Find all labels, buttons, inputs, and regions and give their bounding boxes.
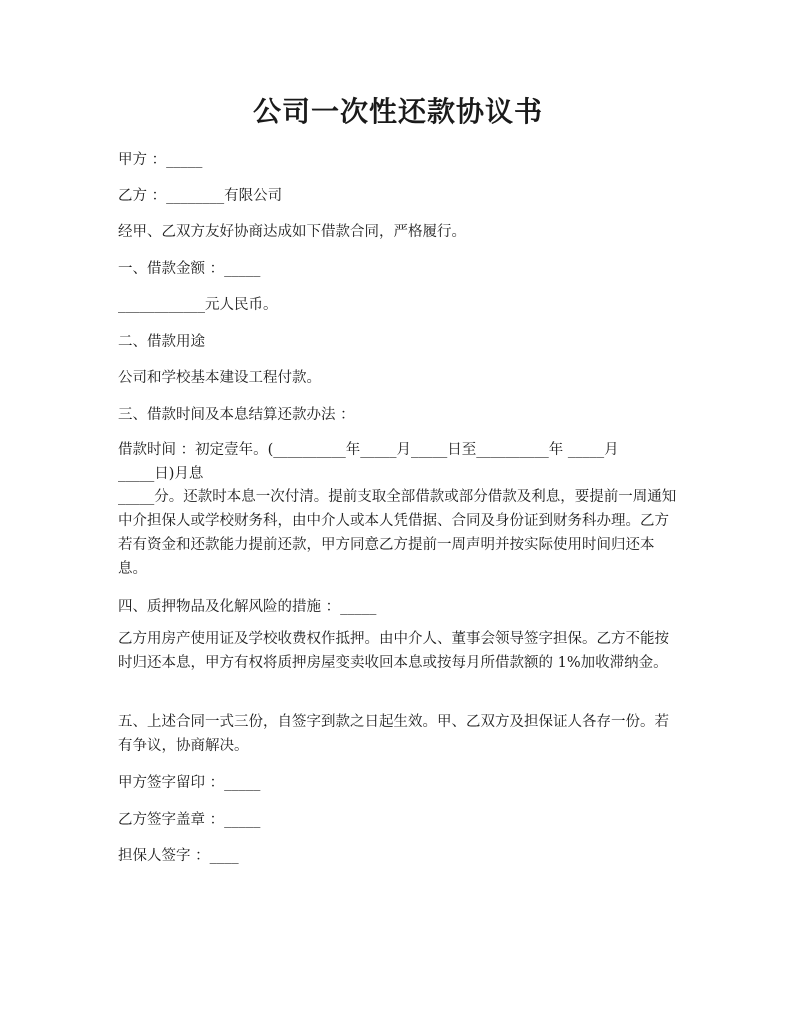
section-1-amount: ____________元人民币。 — [118, 297, 278, 313]
signature-party-a: 甲方签字留印 ：_____ — [118, 775, 261, 791]
intro-paragraph: 经甲、乙双方友好协商达成如下借款合同，严格履行。 — [118, 224, 466, 240]
section-2-heading: 二、借款用途 — [118, 334, 205, 350]
section-3-heading: 三、借款时间及本息结算还款办法 ： — [118, 407, 355, 423]
party-b-line: 乙方 ：________有限公司 — [118, 188, 283, 204]
section-5-content: 五、上述合同一式三份，自签字到款之日起生效。甲、乙双方及担保证人各存一份。若有争议，协商解决。 — [118, 714, 669, 754]
section-3-time-line-1: 借款时间 ：初定壹年。(__________年_____月_____日至__________年 _____月 — [118, 442, 619, 458]
party-a-line: 甲方 ：_____ — [118, 152, 203, 168]
signature-party-b: 乙方签字盖章 ：_____ — [118, 812, 261, 828]
section-3-repayment: _____分。还款时本息一次付清。提前支取全部借款或部分借款及利息，要提前一周通知中介担保人或学校财务科，由中介人或本人凭借据、合同及身份证到财务科办理。乙方若有资金和还款能力提前还款，甲方同意乙方提前一周声明并按实际使用时间归还本息。 — [118, 489, 677, 577]
section-4-content: 乙方用房产使用证及学校收费权作抵押。由中介人、董事会领导签字担保。乙方不能按时归还本息，甲方有权将质押房屋变卖收回本息或按每月所借款额的 1%加收滞纳金。 — [118, 631, 669, 671]
signature-guarantor: 担保人签字 ：____ — [118, 848, 239, 864]
section-3-time-line-2: _____日)月息 — [118, 466, 204, 482]
document-title: 公司一次性还款协议书 — [252, 95, 543, 128]
section-1-heading: 一、借款金额 ：_____ — [118, 261, 261, 277]
section-2-content: 公司和学校基本建设工程付款。 — [118, 370, 321, 386]
section-4-heading: 四、质押物品及化解风险的措施 ：_____ — [118, 599, 377, 615]
